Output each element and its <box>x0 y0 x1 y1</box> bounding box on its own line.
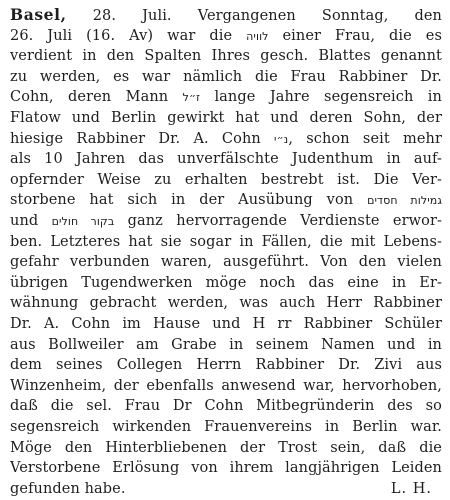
line-text: hiesige Rabbiner Dr. A. Cohn <box>10 130 275 147</box>
line-text-continued: , schon seit mehr <box>288 130 442 147</box>
article-line <box>10 25 442 47</box>
line-text: Möge den Hinterbliebenen der Trost sein, daß die <box>10 439 442 456</box>
dateline: Basel, <box>10 5 67 24</box>
article-line <box>10 86 442 108</box>
line-text: Winzenheim, der ebenfalls anwesend war, hervorhoben, <box>10 377 442 394</box>
line-text: zu werden, es war nämlich die Frau Rabbiner Dr. <box>10 68 442 85</box>
line-text: übrigen Tugendwerken möge noch das eine in Er- <box>10 274 442 291</box>
line-text: aus Bollweiler am Grabe in seinem Namen und in <box>10 336 442 353</box>
article-line <box>10 313 442 335</box>
article-line <box>10 437 442 459</box>
article-line <box>10 457 442 479</box>
article-line <box>10 375 442 397</box>
hebrew-term: גמילות חסדים <box>367 194 442 208</box>
hebrew-term: נ״י <box>274 132 289 146</box>
line-text-continued: lange Jahre segensreich in <box>200 89 442 106</box>
hebrew-term: ז״ל <box>182 91 201 105</box>
article-line <box>10 251 442 273</box>
article-line <box>10 45 442 67</box>
line-text: verdient in den Spalten Ihres gesch. Blattes genannt <box>10 48 442 65</box>
article-line <box>10 189 442 211</box>
article-line <box>10 231 442 253</box>
author-signature: L. H. <box>390 480 432 497</box>
article-line <box>10 148 442 170</box>
article-line <box>10 169 442 191</box>
line-text: Dr. A. Cohn im Hause und H rr Rabbiner Schüler <box>10 316 442 332</box>
line-text-continued: einer Frau, die es <box>268 27 442 44</box>
article-line <box>10 272 442 294</box>
line-text: 26. Juli (16. Av) war die <box>10 27 247 44</box>
line-text: gefahr verbunden waren, ausgeführt. Von den vielen <box>10 254 442 271</box>
line-text: opfernder Weise zu erhalten bestrebt ist. Die Ver- <box>10 171 442 188</box>
article-line <box>10 416 442 438</box>
article-line <box>10 210 442 232</box>
line-text: storbene hat sich in der Ausübung von <box>10 192 368 209</box>
hebrew-term: בקור חולים <box>51 215 115 228</box>
line-text: und <box>10 213 52 229</box>
line-text: ben. Letzteres hat sie sogar in Fällen, die mit Lebens- <box>10 233 442 250</box>
article-line <box>10 354 442 376</box>
line-text: als 10 Jahren das unverfälschte Judenthum in auf- <box>10 151 442 168</box>
news-article <box>10 4 442 497</box>
line-text: 28. Juli. Vergangenen Sonntag, den <box>92 8 442 24</box>
line-text: wähnung gebracht werden, was auch Herr Rabbiner <box>10 295 442 312</box>
article-line <box>10 128 442 150</box>
line-text: gefunden habe. <box>10 480 126 497</box>
line-text: segensreich wirkenden Frauenvereins in Berlin war. <box>10 419 442 435</box>
hebrew-term: לוויה <box>246 29 269 43</box>
line-text: daß die sel. Frau Dr Cohn Mitbegründerin des so <box>10 398 442 415</box>
line-text: dem seines Collegen Herrn Rabbiner Dr. Zivi aus <box>10 357 442 374</box>
line-text: Cohn, deren Mann <box>10 89 183 106</box>
line-text: Flatow und Berlin gewirkt hat und deren Sohn, der <box>10 110 442 126</box>
line-text: Verstorbene Erlösung von ihrem langjährigen Leiden <box>10 460 442 477</box>
article-line <box>10 66 442 88</box>
article-line <box>10 292 442 314</box>
article-line <box>10 4 442 26</box>
article-line <box>10 395 442 417</box>
article-line <box>10 334 442 356</box>
article-line <box>10 478 442 500</box>
article-line <box>10 107 442 129</box>
line-text-continued: ganz hervorragende Verdienste erwor- <box>114 213 442 229</box>
